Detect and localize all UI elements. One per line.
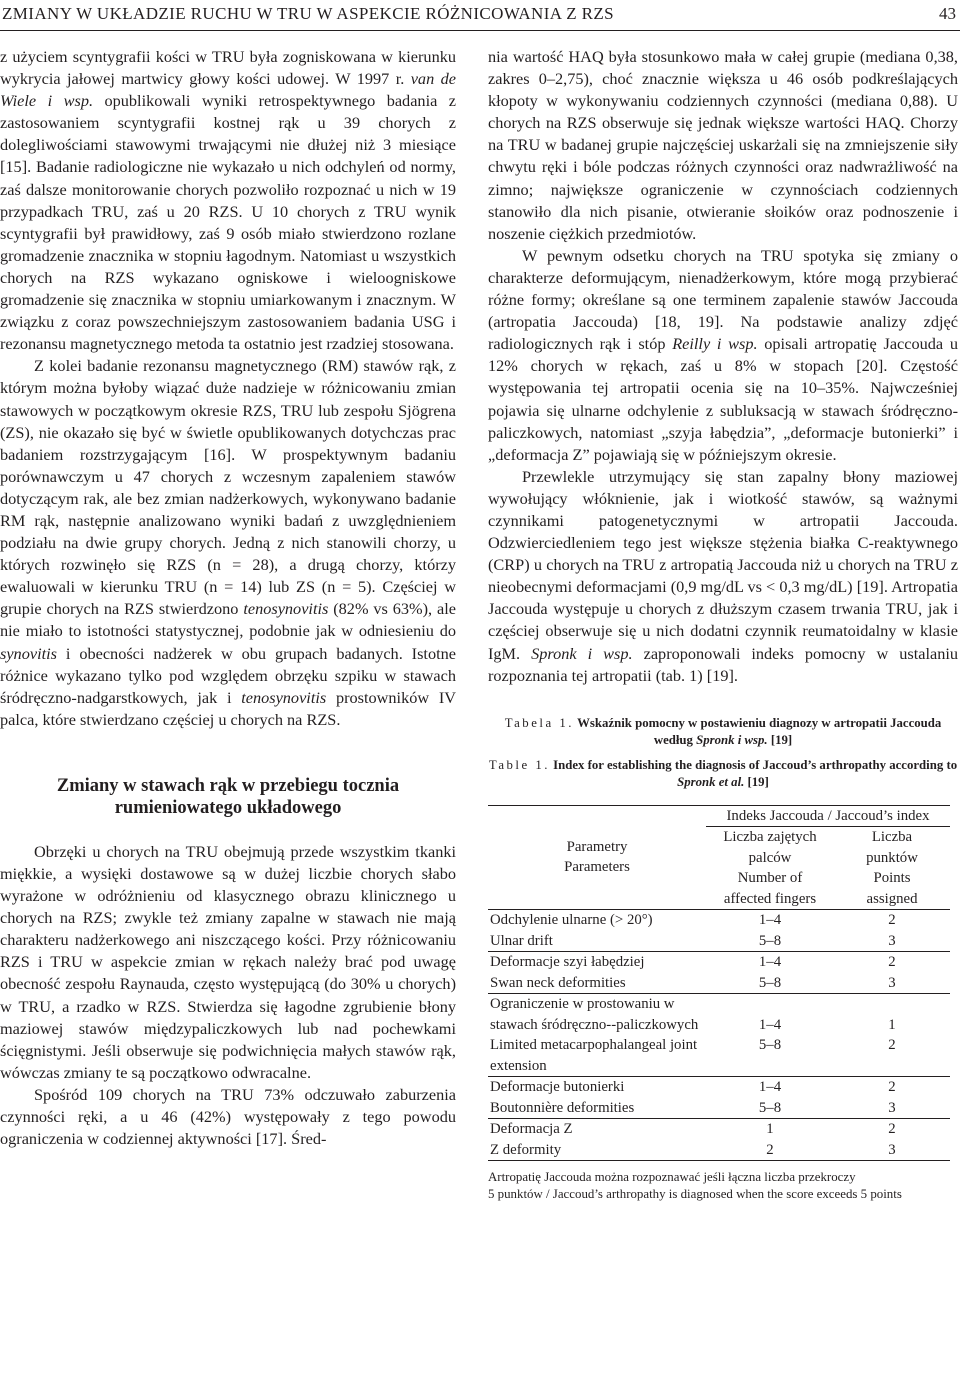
paragraph: W pewnym odsetku chorych na TRU spotyka się zmiany o charakterze deformującym, nienadżerkowym, które mogą przybierać różne formy; określane są one terminem zapalenie stawów Jaccouda (artropatia Jaccouda) [18, 19]. Na podstawie analizy zdjęć radiologicznych rąk i stóp Reilly i wsp. opisali artropatię Jaccouda u 12% chorych w rękach, zaś u 8% w stopach [20]. Częstość występowania tej artropatii ocenia się na 10–35%. Najwcześniej pojawia się ulnarne odchylenie z subluksacją w stawach śródręczno-paliczkowych, natomiast „szyja łabędzia”, „deformacje butonierki” i „deformacja Z” pojawiają się w późniejszym okresie. [488, 245, 959, 464]
points-header: Liczba punktów Points assigned [834, 827, 950, 910]
paragraph: z użyciem scyntygrafii kości w TRU była zogniskowana w kierunku wykrycia jałowej martwicy głowy kości udowej. W 1997 r. van de Wiele i wsp. opublikowali wyniki retrospektywnego badania z zastosowaniem scyntygrafii kostnej rąk u 39 chorych z dolegliwościami stawowymi trwającymi nie dłużej niż 3 miesiące [15]. Badanie radiologiczne nie wykazało u nich odchyleń od normy, zaś dalsze monitorowanie chorych pozwoliło rozpoznać u nich w 19 przypadkach TRU, zaś u 20 RZS. U 10 chorych z TRU wynik scyntygrafii był prawidłowy, zaś 9 osób miało stwierdzono rozlane gromadzenie znacznika w stopniu łagodnym. Natomiast u wszystkich chorych na RZS wykazano ogniskowe i wieloogniskowe gromadzenie się znacznika w stopniu umiarkowanym i znacznym. W związku z coraz powszechniejszym zastosowaniem badania USG i rezonansu magnetycznego metoda ta ostatnio jest rzadziej stosowana. [0, 47, 457, 354]
paragraph: Z kolei badanie rezonansu magnetycznego (RM) stawów rąk, z którym można byłoby wiązać duże nadzieje w różnicowaniu zmian stawowych w początkowym okresie RZS, TRU lub zespołu Sjögrena (ZS), nie okazało się być w świetle opublikowanych dotychczas prac badaniem rozstrzygającym [16]. W prospektywnym badaniu porównawczym u 47 chorych z wczesnym zapaleniem stawów dotyczącym rak, ale bez zmian nadżerkowych, wykonywano badanie RM rąk, następnie analizowano wyniki badań z uwzględnieniem podziału na dwie grupy chorych. Jedną z nich stanowili chorzy, u których rozwinęło się RZS (n = 28), a drugą chorzy, którzy ewaluowali w kierunku TRU (n = 14) lub ZS (n = 5). Częściej w grupie chorych na RZS stwierdzono tenosynovitis (82% vs 63%), ale nie miało to istotności statystycznej, podobnie jak w odniesieniu do synovitis i obecności nadżerek w obu grupach badanych. Istotne różnice wykazano tylko pod względem obrzęku szpiku w stawach śródręczno-nadgarstkowych, jak i tenosynovitis prostowników IV palca, które stwierdzano częściej u chorych na RZS. [0, 356, 457, 729]
table-row: Deformacja Z Z deformity 1 2 2 3 [488, 1119, 950, 1161]
paragraph: nia wartość HAQ była stosunkowo mała w całej grupie (mediana 0,38, zakres 0–2,75), choć znacznie większa u 46 osób podkreślających kłopoty w wykonywaniu codziennych czynności (mediana 0,88). U chorych na RZS obserwuje się jednak większe wartości HAQ. Chorzy na TRU w badanej grupie najczęściej uskarżali się na zmniejszenie siły chwytu ręki i bóle podczas różnych czynności oraz nadwrażliwość na zimno; największe ograniczenie w czynnościach codziennych stanowiło dla nich pisanie, otwieranie słoików oraz podnoszenie i noszenie ciężkich przedmiotów. [488, 47, 958, 243]
table-footnote: Artropatię Jaccouda można rozpoznawać jeśli łączna liczba przekroczy 5 punktów / Jaccoud’s arthropathy is diagnosed when the score exceeds 5 points [488, 1170, 902, 1202]
table-row: Deformacje butonierki Boutonnière deformities 1–4 5–8 2 3 [488, 1077, 950, 1119]
jaccoud-index-table [488, 805, 950, 1162]
running-title: ZMIANY W UKŁADZIE RUCHU W TRU W ASPEKCIE RÓŻNICOWANIA Z RZS [2, 4, 615, 23]
table-row: Odchylenie ulnarne (> 20°) Ulnar drift 1–4 5–8 2 3 [488, 910, 950, 952]
table-caption-en: Table 1. Index for establishing the diagnosis of Jaccoud’s arthropathy according to Spronk et al. [19] [488, 757, 958, 789]
table-row: Ograniczenie w prostowaniu w stawach śródręczno--paliczkowych Limited metacarpophalangeal joint extension 1–4 5–8 1 2 [488, 994, 950, 1077]
table-caption-pl: Tabela 1. Wskaźnik pomocny w postawieniu diagnozy w artropatii Jaccouda według Spronk i wsp. [19] [504, 715, 942, 747]
page-header [0, 0, 960, 32]
paragraph: Przewlekle utrzymujący się stan zapalny błony maziowej wywołujący włóknienie, jak i wiotkość stawów, są ważnymi czynnikami patogenetycznymi w artropatii Jaccouda. Odzwierciedleniem tego jest większe stężenia białka C-reaktywnego (CRP) u chorych na TRU z artropatią Jaccouda niż u chorych na TRU z nieobecnymi deformacjami (0,9 mg/dL vs < 0,3 mg/dL) [19]. Artropatia Jaccouda występuje u chorych z dłuższym czasem trwania TRU, jak i częściej obserwuje się u nich dodatni czynnik reumatoidalny w klasie IgM. Spronk i wsp. zaproponowali indeks pomocny w ustalaniu rozpoznania tej artropatii (tab. 1) [19]. [488, 466, 959, 685]
paragraph: Obrzęki u chorych na TRU obejmują przede wszystkim tkanki miękkie, a wysięki dostawowe są w dużej liczbie chorych słabo wyrażone w odróżnieniu od klasycznego obrazu klinicznego u chorych na RZS; zwykle też zmiany zapalne w stawach nie mają charakteru nadżerkowego ani niszczącego kości. Przy różnicowaniu RZS i TRU w aspekcie zmian w rękach należy brać pod uwagę obecność zespołu Raynauda, często występującą (do 30% u chorych) w TRU, a rzadko w RZS. Stwierdza się łagodne zgrubienie błony maziowej stawów międzypaliczkowych lub nad pochewkami ścięgnistymi. Jeśli obserwuje się podwichnięcia małych stawów rąk, wówczas zmiany te są początkowo odwracalne. [0, 841, 456, 1082]
paragraph: Spośród 109 chorych na TRU 73% odczuwało zaburzenia czynności ręki, a u 46 (42%) występowały z tego powodu ograniczenia w codziennej aktywności [17]. Śred- [0, 1084, 456, 1149]
fingers-header: Liczba zajętych palców Number of affected fingers [706, 827, 834, 910]
table-row: Deformacje szyi łabędziej Swan neck deformities 1–4 5–8 2 3 [488, 952, 950, 994]
header-rule [0, 30, 960, 31]
index-header: Indeks Jaccouda / Jaccoud’s index [706, 805, 950, 827]
page-number: 43 [939, 4, 956, 23]
section-heading: Zmiany w stawach rąk w przebiegu tocznia rumieniowatego układowego [56, 775, 400, 818]
parameters-header: Parametry Parameters [488, 805, 706, 910]
left-column [0, 46, 456, 1150]
right-column [488, 46, 958, 1203]
